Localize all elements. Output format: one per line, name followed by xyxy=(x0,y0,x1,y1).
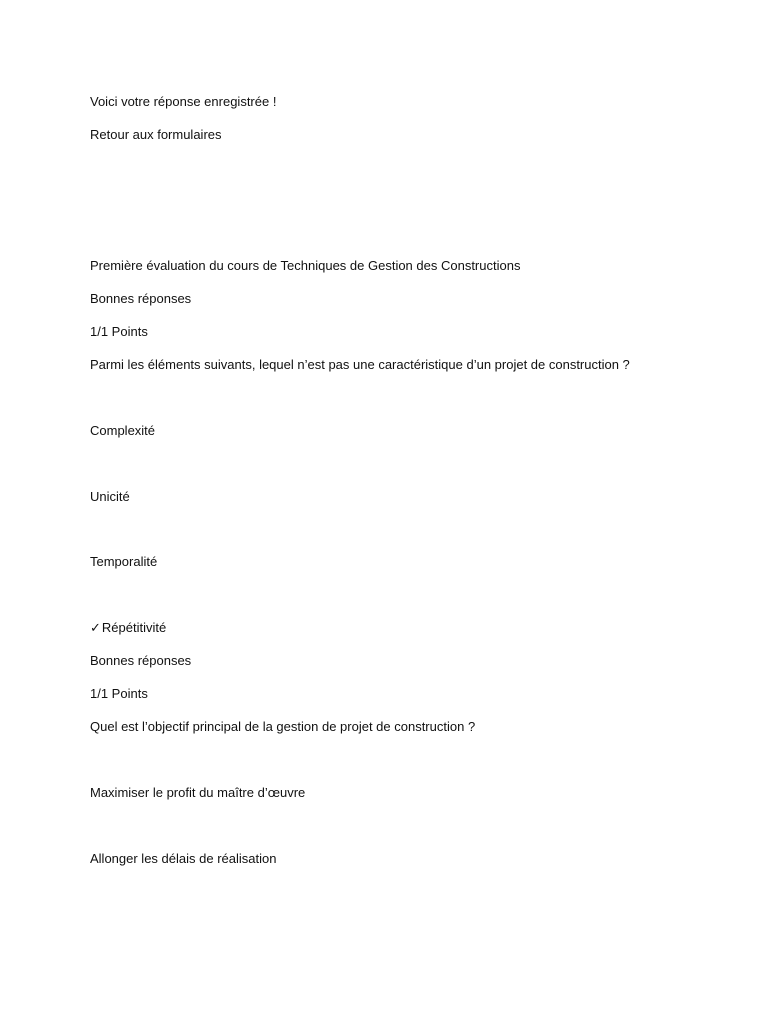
question-1-option-4[interactable] xyxy=(90,620,166,636)
option-label: Répétitivité xyxy=(101,620,167,635)
back-to-forms-link[interactable]: Retour aux formulaires xyxy=(90,127,222,142)
question-1-status: Bonnes réponses xyxy=(90,291,192,306)
question-2-points: 1/1 Points xyxy=(90,686,148,701)
question-1-option-2[interactable] xyxy=(90,489,130,505)
question-1-option-3[interactable] xyxy=(90,554,157,570)
form-title: Première évaluation du cours de Techniques de Gestion des Constructions xyxy=(90,258,521,273)
option-label: Allonger les délais de réalisation xyxy=(90,851,277,866)
question-2-status: Bonnes réponses xyxy=(90,653,192,668)
question-2-prompt: Quel est l’objectif principal de la gestion de projet de construction ? xyxy=(90,719,476,734)
checkmark-icon: ✓ xyxy=(90,620,101,635)
option-label: Unicité xyxy=(90,489,130,504)
question-1-points: 1/1 Points xyxy=(90,324,148,339)
saved-response-message: Voici votre réponse enregistrée ! xyxy=(90,94,277,109)
option-label: Complexité xyxy=(90,423,156,438)
question-2-option-1[interactable] xyxy=(90,785,305,801)
option-label: Temporalité xyxy=(90,554,158,569)
question-1-option-1[interactable] xyxy=(90,423,155,439)
question-1-prompt: Parmi les éléments suivants, lequel n’est pas une caractéristique d’un projet de construction ? xyxy=(90,357,630,372)
question-2-option-2[interactable] xyxy=(90,851,276,867)
option-label: Maximiser le profit du maître d’œuvre xyxy=(90,785,306,800)
